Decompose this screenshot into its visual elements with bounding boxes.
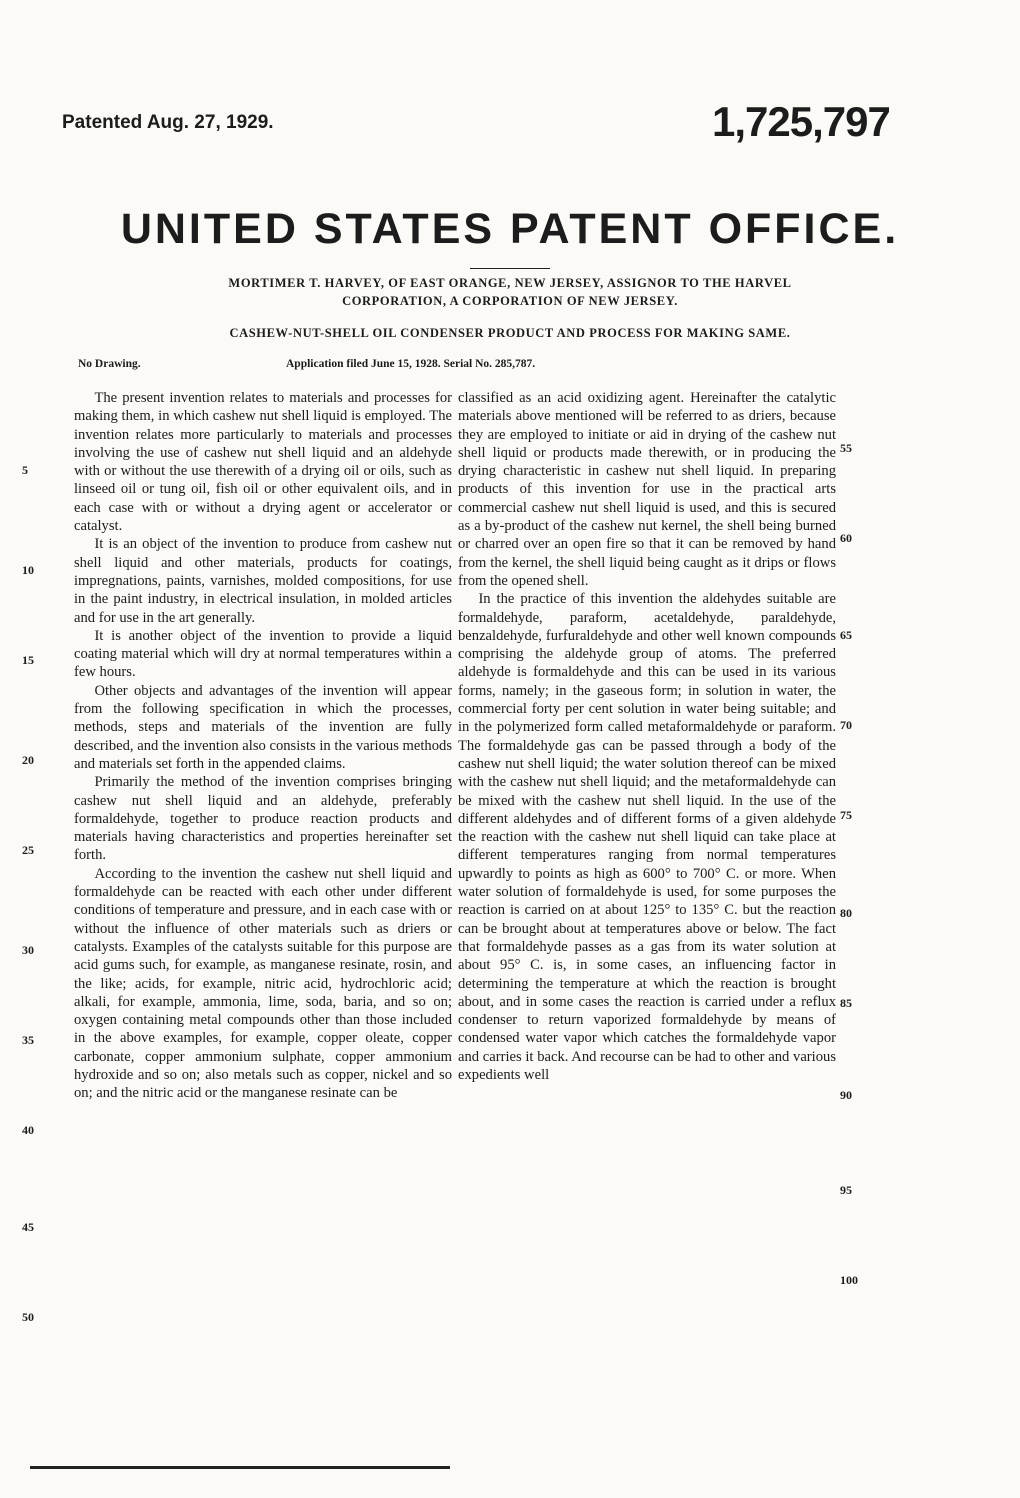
paragraph: classified as an acid oxidizing agent. Hereinafter the catalytic materials above mentioned will be referred to as driers, because they are employed to initiate or aid in drying of the cashew nut shell liquid or products made therewith, or in producing the drying characteristic in cashew nut shell liquid. In preparing products of this invention for use in the practical arts commercial cashew nut shell liquid is used, and this is secured as a by-product of the cashew nut kernel, the shell being burned or charred over an open fire so that it can be removed by hand from the kernel, the shell liquid being caught as it drips or flows from the opened shell. [458, 390, 836, 589]
line-number: 35 [22, 1033, 34, 1047]
line-number: 20 [22, 753, 34, 767]
line-number: 65 [840, 628, 852, 642]
application-filed: Application filed June 15, 1928. Serial No. 285,787. [286, 358, 536, 370]
paragraph: Primarily the method of the invention comprises bringing cashew nut shell liquid and an aldehyde, preferably formaldehyde, together to produce reaction products and materials having characteristics and properties hereinafter set forth. [74, 774, 452, 864]
patent-number: 1,725,797 [712, 98, 890, 145]
footer-rule [30, 1466, 450, 1469]
line-number: 5 [22, 463, 28, 477]
line-number: 25 [22, 843, 34, 857]
line-number: 50 [22, 1310, 34, 1324]
paragraph: It is another object of the invention to provide a liquid coating material which will dry at normal temperatures within a few hours. [74, 627, 452, 681]
patented-date: Patented Aug. 27, 1929. [62, 112, 274, 133]
line-number: 40 [22, 1123, 34, 1137]
inventor-line-1: MORTIMER T. HARVEY, OF EAST ORANGE, NEW JERSEY, ASSIGNOR TO THE HARVEL [228, 276, 792, 290]
line-number: 10 [22, 563, 34, 577]
office-heading: UNITED STATES PATENT OFFICE. [120, 205, 900, 253]
no-drawing-note: No Drawing. [78, 358, 141, 370]
invention-title: CASHEW-NUT-SHELL OIL CONDENSER PRODUCT AND PROCESS FOR MAKING SAME. [229, 326, 791, 340]
paragraph: According to the invention the cashew nut shell liquid and formaldehyde can be reacted with each other under different conditions of temperature and pressure, and in each case with or without the influence of other materials such as driers or catalysts. Examples of the catalysts suitable for this purpose are acid gums such, for example, as manganese resinate, rosin, and the like; acids, for example, nitric acid, hydrochloric acid; alkali, for example, ammonia, lime, soda, baria, and so on; oxygen containing metal compounds other than those included in the above examples, for example, copper oleate, copper carbonate, copper ammonium sulphate, copper ammonium hydroxide and so on; also metals such as copper, nickel and so on; and the nitric acid or the manganese resinate can be [74, 865, 452, 1102]
line-number: 30 [22, 943, 34, 957]
line-number: 60 [840, 531, 852, 545]
inventor-line-2: CORPORATION, A CORPORATION OF NEW JERSEY. [342, 294, 678, 308]
text-column-left [74, 389, 452, 1103]
paragraph: In the practice of this invention the aldehydes suitable are formaldehyde, paraform, acetaldehyde, paraldehyde, benzaldehyde, furfuraldehyde and other well known compounds comprising the aldehyde group of atoms. The preferred aldehyde is formaldehyde and this can be used in its various forms, namely; in the gaseous form; in solution in water, the commercial forty per cent solution in water being suitable; and in the polymerized form called metaformaldehyde or paraform. The formaldehyde gas can be passed through a body of the cashew nut shell liquid; the water solution thereof can be mixed with the cashew nut shell liquid; and the metaformaldehyde can be mixed with the cashew nut shell liquid. In the use of the different aldehydes and of different forms of a given aldehyde the reaction with the cashew nut shell liquid can take place at different temperatures ranging from normal temperatures upwardly to points as high as 600° to 700° C. or more. When water solution of formaldehyde is used, for some purposes the reaction is carried on at about 125° to 135° C. but the reaction can be brought about at temperatures above or below. The fact that formaldehyde passes as a gas from its water solution at about 95° C. is, in some cases, an influencing factor in determining the temperature at which the reaction is brought about, and in some cases the reaction is carried under a reflux condenser to return vaporized formaldehyde by means of condensed water vapor which catches the formaldehyde vapor and carries it back. And recourse can be had to other and various expedients well [458, 591, 836, 1083]
line-number: 100 [840, 1273, 858, 1287]
inventor-block [60, 274, 960, 310]
text-column-right [458, 389, 836, 1084]
paragraph: It is an object of the invention to produce from cashew nut shell liquid and other materials, products for coatings, impregnations, paints, varnishes, molded compositions, for use in the paint industry, in electrical insulation, in molded articles and for use in the art generally. [74, 536, 452, 626]
line-number: 90 [840, 1088, 852, 1102]
line-number: 15 [22, 653, 34, 667]
line-number: 85 [840, 996, 852, 1010]
line-number: 70 [840, 718, 852, 732]
line-number: 95 [840, 1183, 852, 1197]
paragraph: The present invention relates to materials and processes for making them, in which cashew nut shell liquid is employed. The invention relates more particularly to materials and processes involving the use of cashew nut shell liquid and an aldehyde with or without the use therewith of a drying oil or oils, such as linseed oil or tung oil, fish oil or other equivalent oils, and in each case with or without a drying agent or accelerator or catalyst. [74, 390, 452, 535]
heading-rule [470, 268, 550, 269]
line-number: 45 [22, 1220, 34, 1234]
line-number: 55 [840, 441, 852, 455]
paragraph: Other objects and advantages of the invention will appear from the following specification in which the processes, methods, steps and materials of the invention are fully described, and the invention also consists in the various methods and materials set forth in the appended claims. [74, 682, 452, 772]
line-number: 80 [840, 906, 852, 920]
line-number: 75 [840, 808, 852, 822]
